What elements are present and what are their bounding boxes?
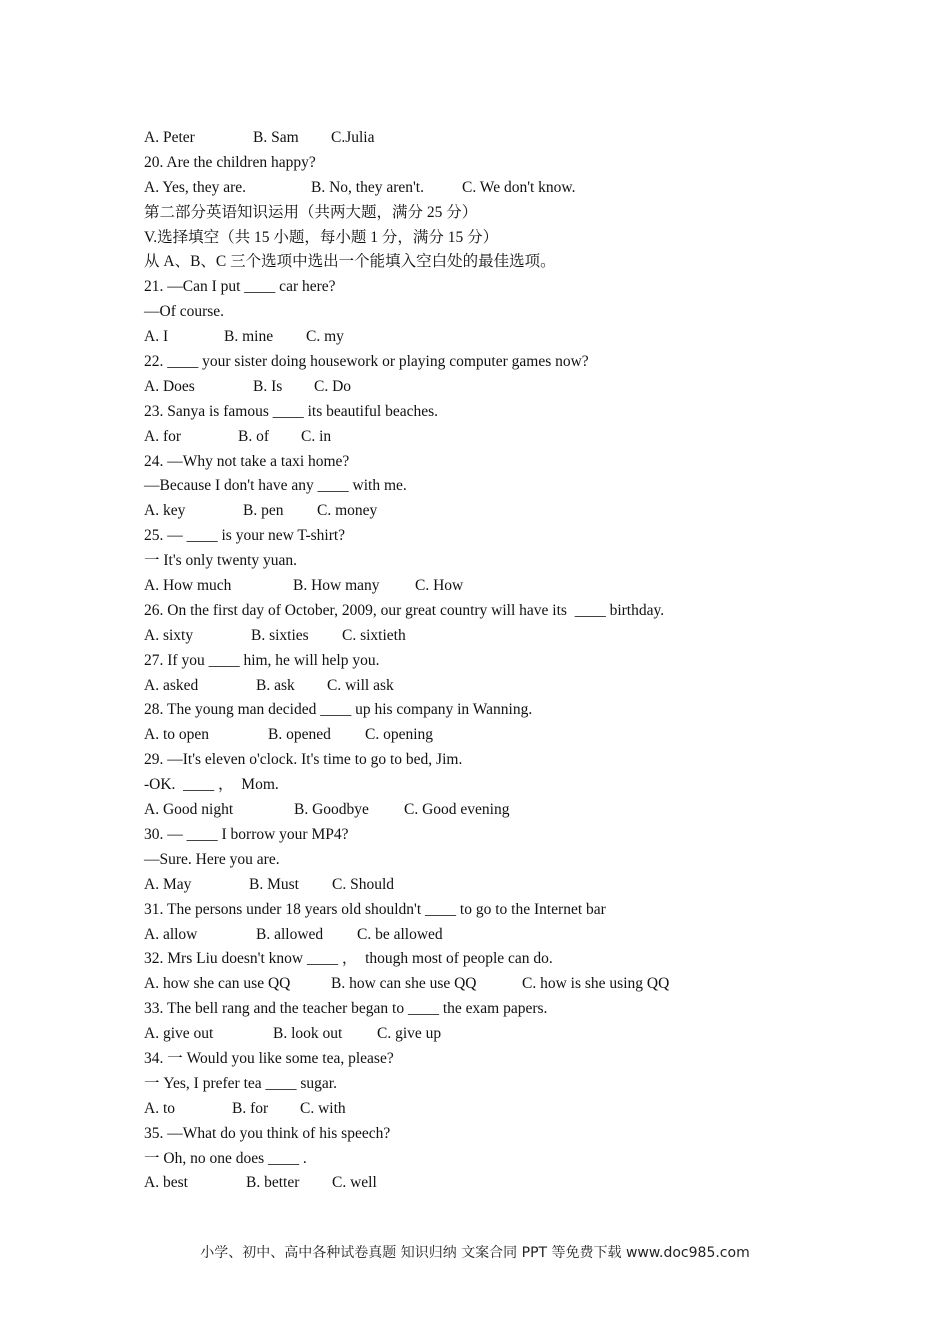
options-line xyxy=(144,574,824,599)
option-a: A. sixty xyxy=(144,626,194,644)
option-b: B. mine xyxy=(224,328,274,346)
option-b: B. opened xyxy=(268,726,331,744)
question-line: 29. —It's eleven o'clock. It's time to go to bed, Jim. xyxy=(144,751,463,769)
option-c: C. how is she using QQ xyxy=(522,975,670,993)
dialogue-line: —Because I don't have any ____ with me. xyxy=(144,477,407,495)
options-line xyxy=(144,176,824,201)
dialogue-line: —Of course. xyxy=(144,303,225,321)
question-line: 22. ____ your sister doing housework or playing computer games now? xyxy=(144,353,589,371)
options-line xyxy=(144,674,824,699)
question-line: 28. The young man decided ____ up his company in Wanning. xyxy=(144,701,533,719)
dialogue-line: 一 It's only twenty yuan. xyxy=(144,552,298,570)
question-line: 34. 一 Would you like some tea, please? xyxy=(144,1049,394,1067)
question-line: 33. The bell rang and the teacher began to ____ the exam papers. xyxy=(144,1000,548,1018)
section-heading: 第二部分英语知识运用（共两大题，满分 25 分） xyxy=(144,203,478,221)
option-b: B. No, they aren't. xyxy=(311,178,424,196)
option-a: A. Yes, they are. xyxy=(144,178,247,196)
options-line xyxy=(144,873,824,898)
option-c: C. give up xyxy=(377,1025,442,1043)
option-a: A. I xyxy=(144,328,169,346)
option-b: B. look out xyxy=(273,1025,343,1043)
dialogue-line: —Sure. Here you are. xyxy=(144,850,280,868)
option-c: C. Do xyxy=(314,377,352,395)
option-a: A. how she can use QQ xyxy=(144,975,291,993)
option-c: C. in xyxy=(301,427,332,445)
options-line xyxy=(144,325,824,350)
option-c: C. money xyxy=(317,502,378,520)
question-line: 32. Mrs Liu doesn't know ____ ， though most of people can do. xyxy=(144,950,553,968)
question-line: 23. Sanya is famous ____ its beautiful beaches. xyxy=(144,402,439,420)
option-c: C. How xyxy=(415,577,464,595)
question-line: 30. — ____ I borrow your MP4? xyxy=(144,825,349,843)
question-line: 20. Are the children happy? xyxy=(144,153,316,171)
option-c: C. my xyxy=(306,328,344,346)
section-subheading: V.选择填空（共 15 小题，每小题 1 分，满分 15 分） xyxy=(144,228,499,246)
option-a: A. for xyxy=(144,427,182,445)
options-line xyxy=(144,499,824,524)
options-line xyxy=(144,1022,824,1047)
option-b: B. of xyxy=(238,427,269,445)
option-b: B. ask xyxy=(256,676,295,694)
options-line xyxy=(144,798,824,823)
options-line xyxy=(144,624,824,649)
option-a: A. to xyxy=(144,1099,175,1117)
option-b: B. Is xyxy=(253,377,283,395)
option-b: B. sixties xyxy=(251,626,309,644)
question-line: 26. On the first day of October, 2009, our great country will have its ____ birthday. xyxy=(144,601,665,619)
option-a: A. Does xyxy=(144,377,195,395)
option-a: A. give out xyxy=(144,1025,214,1043)
option-b: B. pen xyxy=(243,502,284,520)
option-b: B. Goodbye xyxy=(294,801,369,819)
instruction-line: 从 A、B、C 三个选项中选出一个能填入空白处的最佳选项。 xyxy=(144,253,556,271)
option-c: C. be allowed xyxy=(357,925,443,943)
option-a: A. Peter xyxy=(144,129,195,146)
option-c: C. will ask xyxy=(327,676,394,694)
document-body xyxy=(144,126,824,1196)
page-footer: 小学、初中、高中各种试卷真题 知识归纳 文案合同 PPT 等免费下载 www.doc985.com xyxy=(200,1245,750,1261)
question-line: 35. —What do you think of his speech? xyxy=(144,1124,391,1142)
question-line: 25. — ____ is your new T-shirt? xyxy=(144,527,346,545)
options-line xyxy=(144,972,824,997)
question-line: 24. —Why not take a taxi home? xyxy=(144,452,350,470)
option-b: B. for xyxy=(232,1099,269,1117)
option-a: A. Good night xyxy=(144,801,234,819)
options-line xyxy=(144,723,824,748)
option-a: A. allow xyxy=(144,925,198,943)
option-a: A. to open xyxy=(144,726,210,744)
options-line xyxy=(144,375,824,400)
option-c: C. We don't know. xyxy=(462,178,576,196)
dialogue-line: -OK. ____ ， Mom. xyxy=(144,776,279,794)
option-c: C.Julia xyxy=(331,129,375,146)
option-c: C. Good evening xyxy=(404,801,510,819)
option-c: C. Should xyxy=(332,875,395,893)
options-line xyxy=(144,425,824,450)
question-line: 27. If you ____ him, he will help you. xyxy=(144,651,380,669)
option-b: B. allowed xyxy=(256,925,324,943)
option-c: C. well xyxy=(332,1174,377,1192)
option-a: A. key xyxy=(144,502,186,520)
dialogue-line: 一 Oh, no one does ____ . xyxy=(144,1149,307,1167)
option-b: B. How many xyxy=(293,577,380,595)
options-line xyxy=(144,1097,824,1122)
option-a: A. asked xyxy=(144,676,199,694)
option-a: A. best xyxy=(144,1174,188,1192)
options-line xyxy=(144,126,824,151)
options-line xyxy=(144,1171,824,1196)
question-line: 31. The persons under 18 years old shouldn't ____ to go to the Internet bar xyxy=(144,900,606,918)
option-b: B. Must xyxy=(249,875,299,893)
option-b: B. better xyxy=(246,1174,300,1192)
options-line xyxy=(144,923,824,948)
option-c: C. opening xyxy=(365,726,434,744)
option-c: C. with xyxy=(300,1099,346,1117)
question-line: 21. —Can I put ____ car here? xyxy=(144,278,336,296)
option-a: A. How much xyxy=(144,577,232,595)
option-a: A. May xyxy=(144,875,192,893)
option-b: B. how can she use QQ xyxy=(331,975,477,993)
dialogue-line: 一 Yes, I prefer tea ____ sugar. xyxy=(144,1074,337,1092)
option-c: C. sixtieth xyxy=(342,626,406,644)
option-b: B. Sam xyxy=(253,129,299,146)
